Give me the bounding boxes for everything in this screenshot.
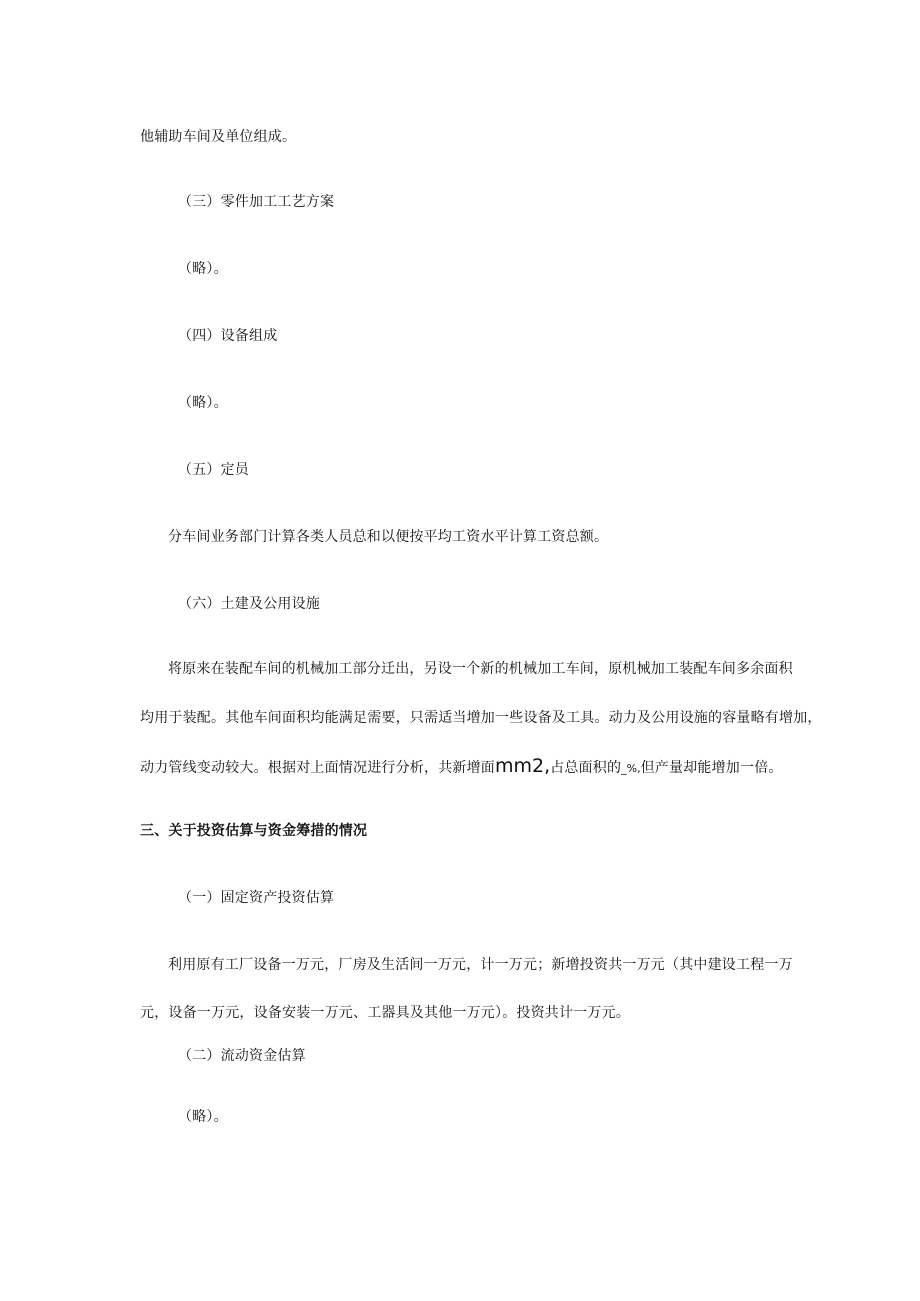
percent-blank: _%, [621,762,641,775]
heading-working-capital: （二）流动资金估算 [178,1048,306,1064]
paragraph-facilities-line-1: 将原来在装配车间的机械加工部分迁出，另设一个新的机械加工车间，原机械加工装配车间多余面积 [168,661,793,677]
facilities-text-a: 动力管线变动较大。根据对上面情况进行分析，共新增面 [140,760,495,776]
area-unit: mm2, [495,755,551,777]
facilities-text-c: 但产量却能增加一倍。 [640,760,783,776]
heading-fixed-assets: （一）固定资产投资估算 [178,890,335,906]
paragraph-fixed-assets-line-2: 元，设备一万元，设备安装一万元、工器具及其他一万元）。投资共计一万元。 [140,1005,630,1021]
section-title-investment: 三、关于投资估算与资金筹措的情况 [140,823,368,839]
paragraph-facilities-line-3 [140,757,783,778]
paragraph-intro-end: 他辅助车间及单位组成。 [140,129,297,145]
heading-facilities: （六）土建及公用设施 [178,596,320,612]
paragraph-fixed-assets-line-1: 利用原有工厂设备一万元，厂房及生活间一万元，计一万元；新增投资共一万元（其中建设工程一万 [168,957,793,973]
paragraph-staffing: 分车间业务部门计算各类人员总和以便按平均工资水平计算工资总额。 [168,529,609,545]
facilities-text-b: 占总面积的 [550,760,622,776]
heading-part-processing: （三）零件加工工艺方案 [178,194,335,210]
heading-staffing: （五）定员 [178,462,249,478]
paragraph-facilities-line-2: 均用于装配。其他车间面积均能满足需要，只需适当增加一些设备及工具。动力及公用设施的容量略有增加， [140,710,822,726]
paragraph-omitted-3: （略）。 [178,261,228,277]
paragraph-omitted-working-capital: （略）。 [178,1109,228,1125]
paragraph-omitted-4: （略）。 [178,395,228,411]
heading-equipment: （四）设备组成 [178,328,278,344]
